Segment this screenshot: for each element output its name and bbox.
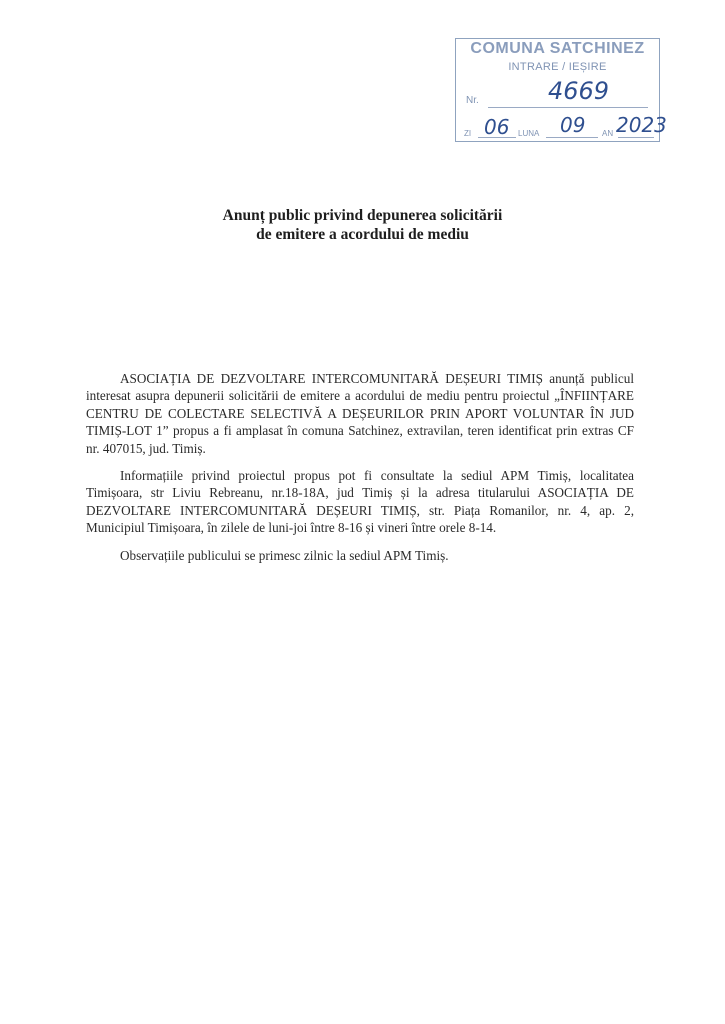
stamp-zi-label: ZI [464,129,472,138]
stamp-an-label: AN [602,129,614,138]
paragraph-3-text: Observațiile publicului se primesc zilnic la sediul APM Timiș. [120,548,449,563]
stamp-title: COMUNA SATCHINEZ [470,40,645,57]
stamp-nr-line [488,107,648,108]
paragraph-announcement [86,370,634,457]
stamp-luna-value: 09 [560,113,586,137]
stamp-an-value: 2023 [616,113,667,137]
stamp-subtitle: INTRARE / IEȘIRE [508,61,607,73]
stamp-zi-value: 06 [484,115,510,139]
stamp-luna-label: LUNA [518,129,540,138]
title-line-1: Anunț public privind depunerea solicitării [222,207,503,224]
stamp-an-line [618,137,654,138]
stamp-luna-line [546,137,598,138]
paragraph-information [86,467,634,537]
paragraph-1-text: ASOCIAȚIA DE DEZVOLTARE INTERCOMUNITARĂ DEȘEURI TIMIȘ anunță publicul interesat asupra depunerii solicitării de emitere a acordului de mediu pentru proiectul „ÎNFIINȚARE CENTRU DE COLECTARE SELECTIVĂ A DEȘEURILOR PRIN APORT VOLUNTAR ÎN JUD TIMIȘ-LOT 1” propus a fi amplasat în comuna Satchinez, extravilan, teren identificat prin extras CF nr. 407015, jud. Timiș. [86,371,634,456]
document-title [0,206,725,244]
paragraph-observations [86,547,634,564]
stamp-nr-label: Nr. [466,95,479,106]
stamp-nr-value: 4669 [548,77,610,105]
paragraph-2-text: Informațiile privind proiectul propus pot fi consultate la sediul APM Timiș, localitatea Timișoara, str Liviu Rebreanu, nr.18-18A, jud Timiș și la adresa titularului ASOCIAȚIA DE DEZVOLTARE INTERCOMUNITARĂ DEȘEURI TIMIȘ, str. Piața Romanilor, nr. 4, ap. 2, Municipiul Timișoara, în zilele de luni-joi între 8-16 și vineri între orele 8-14. [86,468,634,536]
title-line-2: de emitere a acordului de mediu [256,226,469,243]
registration-stamp [455,38,667,142]
